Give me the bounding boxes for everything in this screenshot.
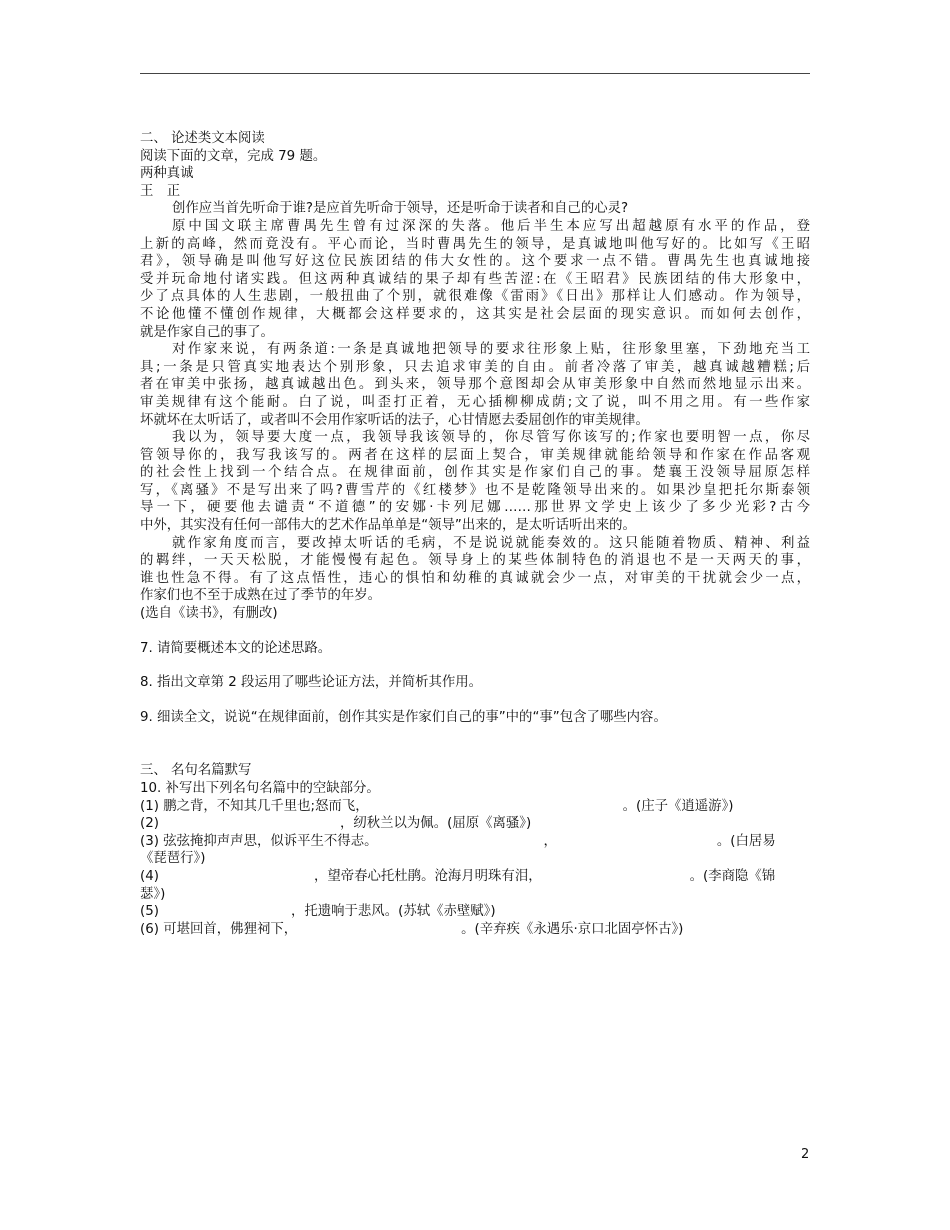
answer-blank[interactable]	[369, 809, 623, 810]
fill-item-1: (1) 鹏之背，不知其几千里也;怒而飞， 。(庄子《逍遥游》)	[140, 798, 734, 814]
fill-item-3-cont: 《琵琶行》)	[140, 851, 206, 867]
paragraph-line: 中外，其实没有任何一部伟大的艺术作品单单是“领导”出来的，是太听话听出来的。	[140, 518, 636, 534]
paragraph-line: 上新的高峰，然而竟没有。平心而论，当时曹禺先生的领导，是真诚地叫他写好的。比如写《王昭	[140, 236, 810, 252]
fill-item-4-cont: 瑟》)	[140, 886, 166, 902]
answer-blank[interactable]	[159, 914, 291, 915]
question-7: 7. 请简要概述本文的论述思路。	[140, 640, 332, 656]
paragraph-line: 我以为，领导要大度一点，我领导我该领导的，你尽管写你该写的;作家也要明智一点，你尽	[172, 430, 810, 446]
answer-blank[interactable]	[377, 844, 543, 845]
answer-blank[interactable]	[557, 844, 717, 845]
header-rule	[140, 73, 810, 74]
page-number: 2	[801, 1147, 810, 1162]
answer-blank[interactable]	[159, 826, 340, 827]
paragraph-line: 不论他懂不懂创作规律，大概都会这样要求的，这其实是社会层面的现实意识。而如何去创作，	[140, 306, 810, 322]
paragraph-line: 受并玩命地付诸实践。但这两种真诚结的果子却有些苦涩:在《王昭君》民族团结的伟大形象中，	[140, 271, 810, 287]
fill-item-3: (3) 弦弦掩抑声声思，似诉平生不得志。 ， 。(白居易	[140, 833, 776, 849]
paragraph-line: 谁也性急不得。有了这点悟性，违心的惧怕和幼稚的真诚就会少一点，对审美的干扰就会少一点，	[140, 570, 810, 586]
paragraph-line: 坏就坏在太听话了，或者叫不会用作家听话的法子，心甘情愿去委屈创作的审美规律。	[140, 412, 649, 428]
paragraph-line: 者在审美中张扬，越真诚越出色。到头来，领导那个意图却会从审美形象中自然而然地显示出来。	[140, 377, 810, 393]
paragraph-line: 创作应当首先听命于谁?是应首先听命于领导，还是听命于读者和自己的心灵?	[172, 201, 629, 217]
paragraph-line: 少了点具体的人生悲剧，一般扭曲了个别，就很难像《雷雨》《日出》那样让人们感动。作为领导，	[140, 289, 810, 305]
answer-blank[interactable]	[297, 932, 461, 933]
question-9: 9. 细读全文，说说“在规律面前，创作其实是作家们自己的事”中的“事”包含了哪些内容。	[140, 709, 667, 725]
article-title: 两种真诚	[140, 166, 194, 182]
document-page	[140, 130, 810, 938]
fill-item-2: (2) ，纫秋兰以为佩。(屈原《离骚》)	[140, 816, 532, 832]
paragraph-line: 审美规律有这个能耐。白了说，叫歪打正着，无心插柳柳成荫;文了说，叫不用之用。有一些作家	[140, 394, 810, 410]
fill-item-4: (4) ，望帝春心托杜鹃。沧海月明珠有泪， 。(李商隐《锦	[140, 868, 776, 884]
paragraph-line: 的羁绊，一天天松脱，才能慢慢有起色。领导身上的某些体制特色的消退也不是一天两天的事，	[140, 553, 810, 569]
paragraph-line: 写，《离骚》不是写出来了吗?曹雪芹的《红楼梦》也不是乾隆领导出来的。如果沙皇把托尔斯泰领	[140, 482, 810, 498]
paragraph-line: 管领导你的，我写我该写的。两者在这样的层面上契合，审美规律就能给领导和作家在作品客观	[140, 447, 810, 463]
paragraph-line: 的社会性上找到一个结合点。在规律面前，创作其实是作家们自己的事。楚襄王没领导屈原怎样	[140, 465, 810, 481]
paragraph-line: 作家们也不至于成熟在过了季节的年岁。	[140, 588, 382, 604]
article-author: 王 正	[140, 183, 181, 199]
section-heading: 三、 名句名篇默写	[140, 763, 252, 779]
section-heading: 二、 论述类文本阅读	[140, 131, 265, 146]
question-10: 10. 补写出下列名句名篇中的空缺部分。	[140, 781, 380, 796]
source-note: (选自《读书》，有删改)	[140, 606, 278, 622]
question-8: 8. 指出文章第 2 段运用了哪些论证方法，并简析其作用。	[140, 675, 483, 691]
answer-blank[interactable]	[159, 879, 314, 880]
paragraph-line: 就是作家自己的事了。	[140, 324, 274, 340]
fill-item-6: (6) 可堪回首，佛狸祠下， 。(辛弃疾《永遇乐·京口北固亭怀古》)	[140, 921, 684, 937]
instruction-text: 阅读下面的文章，完成 79 题。	[140, 148, 327, 164]
answer-blank[interactable]	[542, 879, 690, 880]
fill-item-5: (5) ，托遗响于悲风。(苏轼《赤壁赋》)	[140, 904, 496, 920]
paragraph-line: 君》，领导确是叫他写好这位民族团结的伟大女性的。这个要求一点不错。曹禺先生也真诚地接	[140, 254, 810, 270]
paragraph-line: 具;一条是只管真实地表达个别形象，只去追求审美的自由。前者冷落了审美，越真诚越糟糕;后	[140, 359, 810, 375]
paragraph-line: 对作家来说，有两条道:一条是真诚地把领导的要求往形象上贴，往形象里塞，下劲地充当工	[172, 342, 810, 358]
paragraph-line: 原中国文联主席曹禺先生曾有过深深的失落。他后半生本应写出超越原有水平的作品，登	[172, 218, 810, 234]
paragraph-line: 就作家角度而言，要改掉太听话的毛病，不是说说就能奏效的。这只能随着物质、精神、利益	[172, 535, 810, 551]
paragraph-line: 导一下，硬要他去谴责“不道德”的安娜·卡列尼娜……那世界文学史上该少了多少光彩?古今	[140, 500, 810, 516]
